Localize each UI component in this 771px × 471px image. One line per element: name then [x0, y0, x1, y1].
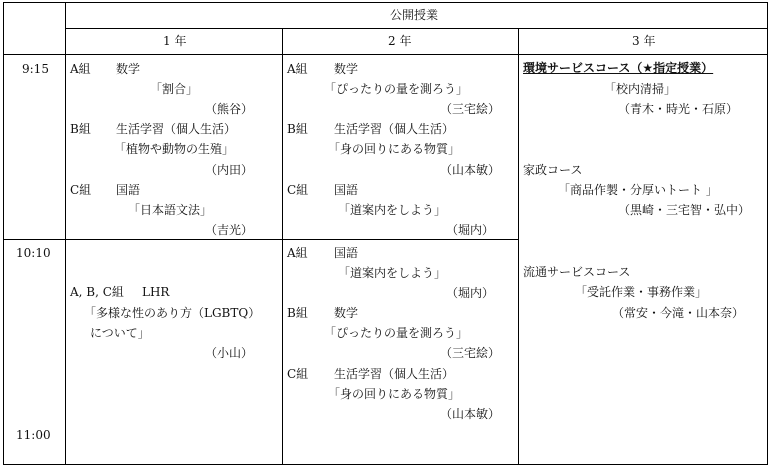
- lesson-topic: 「道案内をしよう」: [338, 203, 447, 217]
- lesson-topic: 「身の回りにある物質」: [328, 387, 461, 401]
- header-title: 公開授業: [390, 8, 439, 22]
- header-grade-2: 2 年: [388, 34, 412, 48]
- subject-label: 国語: [334, 246, 359, 260]
- time-label-mid: 10:10: [16, 246, 51, 260]
- lesson-topic: 「ぴったりの量を測ろう」: [324, 326, 469, 340]
- lesson-topic: 「割合」: [150, 82, 199, 96]
- grade-divider-2-3: [518, 28, 519, 465]
- teacher-name: （堀内）: [446, 223, 495, 237]
- subject-label: 生活学習（個人生活）: [334, 122, 455, 136]
- table-border-left: [3, 2, 4, 465]
- table-border-right: [767, 2, 768, 465]
- class-label: C組: [287, 367, 309, 381]
- class-label: C組: [70, 183, 92, 197]
- lesson-topic-continued: について」: [90, 326, 150, 340]
- subject-label: 国語: [334, 183, 359, 197]
- teacher-name: （黒崎・三宅智・弘中）: [618, 203, 751, 217]
- course-title: 流通サービスコース: [523, 265, 631, 279]
- class-label: A組: [287, 62, 308, 76]
- time-label-start: 9:15: [22, 62, 49, 76]
- subject-label: 生活学習（個人生活）: [334, 367, 455, 381]
- teacher-name: （内田）: [205, 163, 254, 177]
- class-label: C組: [287, 183, 309, 197]
- time-label-end: 11:00: [16, 428, 51, 442]
- teacher-name: （青木・時光・石原）: [618, 102, 739, 116]
- teacher-name: （常安・今滝・山本奈）: [612, 306, 745, 320]
- lesson-topic: 「日本語文法」: [128, 203, 213, 217]
- teacher-name: （山本敏）: [440, 407, 501, 421]
- class-label: B組: [70, 122, 91, 136]
- header-grade-1: 1 年: [163, 34, 187, 48]
- header-grade-3: 3 年: [632, 34, 656, 48]
- teacher-name: （熊谷）: [205, 102, 254, 116]
- class-label: A組: [70, 62, 91, 76]
- subject-label: LHR: [142, 285, 170, 299]
- grade-divider-1-2: [282, 28, 283, 465]
- class-label: A, B, C組: [70, 285, 124, 299]
- table-border-bottom: [3, 464, 768, 465]
- teacher-name: （三宅絵）: [440, 102, 501, 116]
- subject-label: 数学: [116, 62, 141, 76]
- lesson-topic: 「商品作製・分厚いトート 」: [558, 183, 718, 197]
- time-column-divider: [65, 2, 66, 465]
- class-label: A組: [287, 246, 308, 260]
- teacher-name: （堀内）: [446, 286, 495, 300]
- class-label: B組: [287, 306, 308, 320]
- lesson-topic: 「身の回りにある物質」: [328, 142, 461, 156]
- teacher-name: （吉光）: [205, 223, 254, 237]
- subject-label: 生活学習（個人生活）: [116, 122, 237, 136]
- period-divider: [3, 239, 519, 240]
- course-title: 家政コース: [523, 163, 583, 177]
- table-border-top: [3, 2, 768, 3]
- header-divider: [65, 28, 768, 29]
- header-bottom-line: [3, 54, 768, 55]
- teacher-name: （三宅絵）: [440, 346, 501, 360]
- lesson-topic: 「受託作業・事務作業」: [575, 285, 708, 299]
- subject-label: 数学: [334, 62, 359, 76]
- class-label: B組: [287, 122, 308, 136]
- subject-label: 国語: [116, 183, 141, 197]
- lesson-topic: 「多様な性のあり方（LGBTQ）: [84, 306, 261, 320]
- lesson-topic: 「校内清掃」: [604, 82, 677, 96]
- lesson-topic: 「植物や動物の生殖」: [114, 142, 235, 156]
- subject-label: 数学: [334, 306, 359, 320]
- featured-course-title: 環境サービスコース（★指定授業）: [523, 61, 714, 75]
- teacher-name: （小山）: [205, 346, 254, 360]
- lesson-topic: 「ぴったりの量を測ろう」: [324, 82, 469, 96]
- lesson-topic: 「道案内をしよう」: [338, 266, 447, 280]
- teacher-name: （山本敏）: [440, 163, 501, 177]
